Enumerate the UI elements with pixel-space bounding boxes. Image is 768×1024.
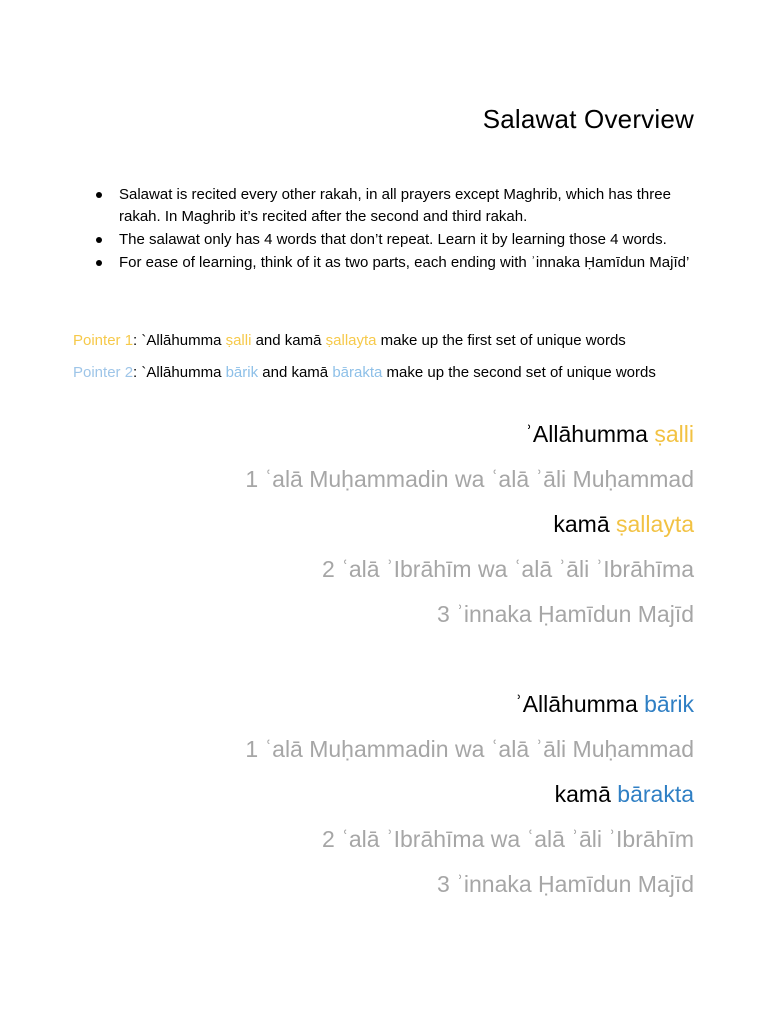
part2-line1-keyword: bārik	[644, 691, 694, 717]
list-item	[96, 229, 696, 251]
part1-line-kama	[553, 509, 694, 539]
pointer-2-text-a: : `Allāhumma	[133, 364, 226, 381]
part1-line-allahumma	[525, 419, 694, 449]
part1-line3-text: kamā	[553, 511, 617, 537]
bullet-text: For ease of learning, think of it as two parts, each ending with ʾinnaka Ḥamīdun Majīd’	[119, 254, 690, 271]
pointer-2-word-2: bārakta	[332, 364, 383, 381]
bullet-text: Salawat is recited every other rakah, in all prayers except Maghrib, which has three rakah. In Maghrib it’s recited after the second and third rakah.	[119, 186, 671, 225]
bullet-dot-icon	[96, 260, 102, 266]
pointer-1-text-b: and kamā	[251, 332, 326, 349]
pointer-2-text-c: make up the second set of unique words	[382, 364, 656, 381]
part1-line-4: 2 ʿalā ʾIbrāhīm wa ʿalā ʾāli ʾIbrāhīma	[322, 556, 694, 582]
part2-line-allahumma	[515, 689, 694, 719]
bullet-text: The salawat only has 4 words that don’t repeat. Learn it by learning those 4 words.	[119, 231, 667, 248]
page-title: Salawat Overview	[482, 104, 694, 134]
part2-line-2: 1 ʿalā Muḥammadin wa ʿalā ʾāli Muḥammad	[245, 736, 694, 762]
part1-line-5: 3 ʾinnaka Ḥamīdun Majīd	[437, 601, 694, 627]
part1-line3-keyword: ṣallayta	[616, 511, 694, 537]
list-item	[96, 184, 696, 228]
part1-line1-text: ʾAllāhumma	[525, 421, 655, 447]
pointer-1-text-a: : `Allāhumma	[133, 332, 226, 349]
part2-line-4: 2 ʿalā ʾIbrāhīma wa ʿalā ʾāli ʾIbrāhīm	[322, 826, 694, 852]
part1-line-2: 1 ʿalā Muḥammadin wa ʿalā ʾāli Muḥammad	[245, 466, 694, 492]
part2-line3-keyword: bārakta	[617, 781, 694, 807]
part1-line1-keyword: ṣalli	[654, 421, 694, 447]
part2-line-5: 3 ʾinnaka Ḥamīdun Majīd	[437, 871, 694, 897]
bullet-dot-icon	[96, 192, 102, 198]
pointer-1-text-c: make up the first set of unique words	[376, 332, 626, 349]
bullet-list	[96, 184, 696, 275]
part2-line1-text: ʾAllāhumma	[515, 691, 645, 717]
pointer-1	[73, 330, 698, 352]
pointer-2-text-b: and kamā	[258, 364, 333, 381]
part2-line-kama	[555, 779, 694, 809]
pointer-2	[73, 362, 698, 384]
pointer-1-label: Pointer 1	[73, 332, 134, 349]
pointer-2-label: Pointer 2	[73, 364, 134, 381]
pointer-1-word-1: ṣalli	[225, 332, 252, 349]
list-item	[96, 252, 696, 274]
bullet-dot-icon	[96, 237, 102, 243]
pointer-2-word-1: bārik	[225, 364, 259, 381]
pointer-1-word-2: ṣallayta	[325, 332, 377, 349]
part2-line3-text: kamā	[554, 781, 618, 807]
